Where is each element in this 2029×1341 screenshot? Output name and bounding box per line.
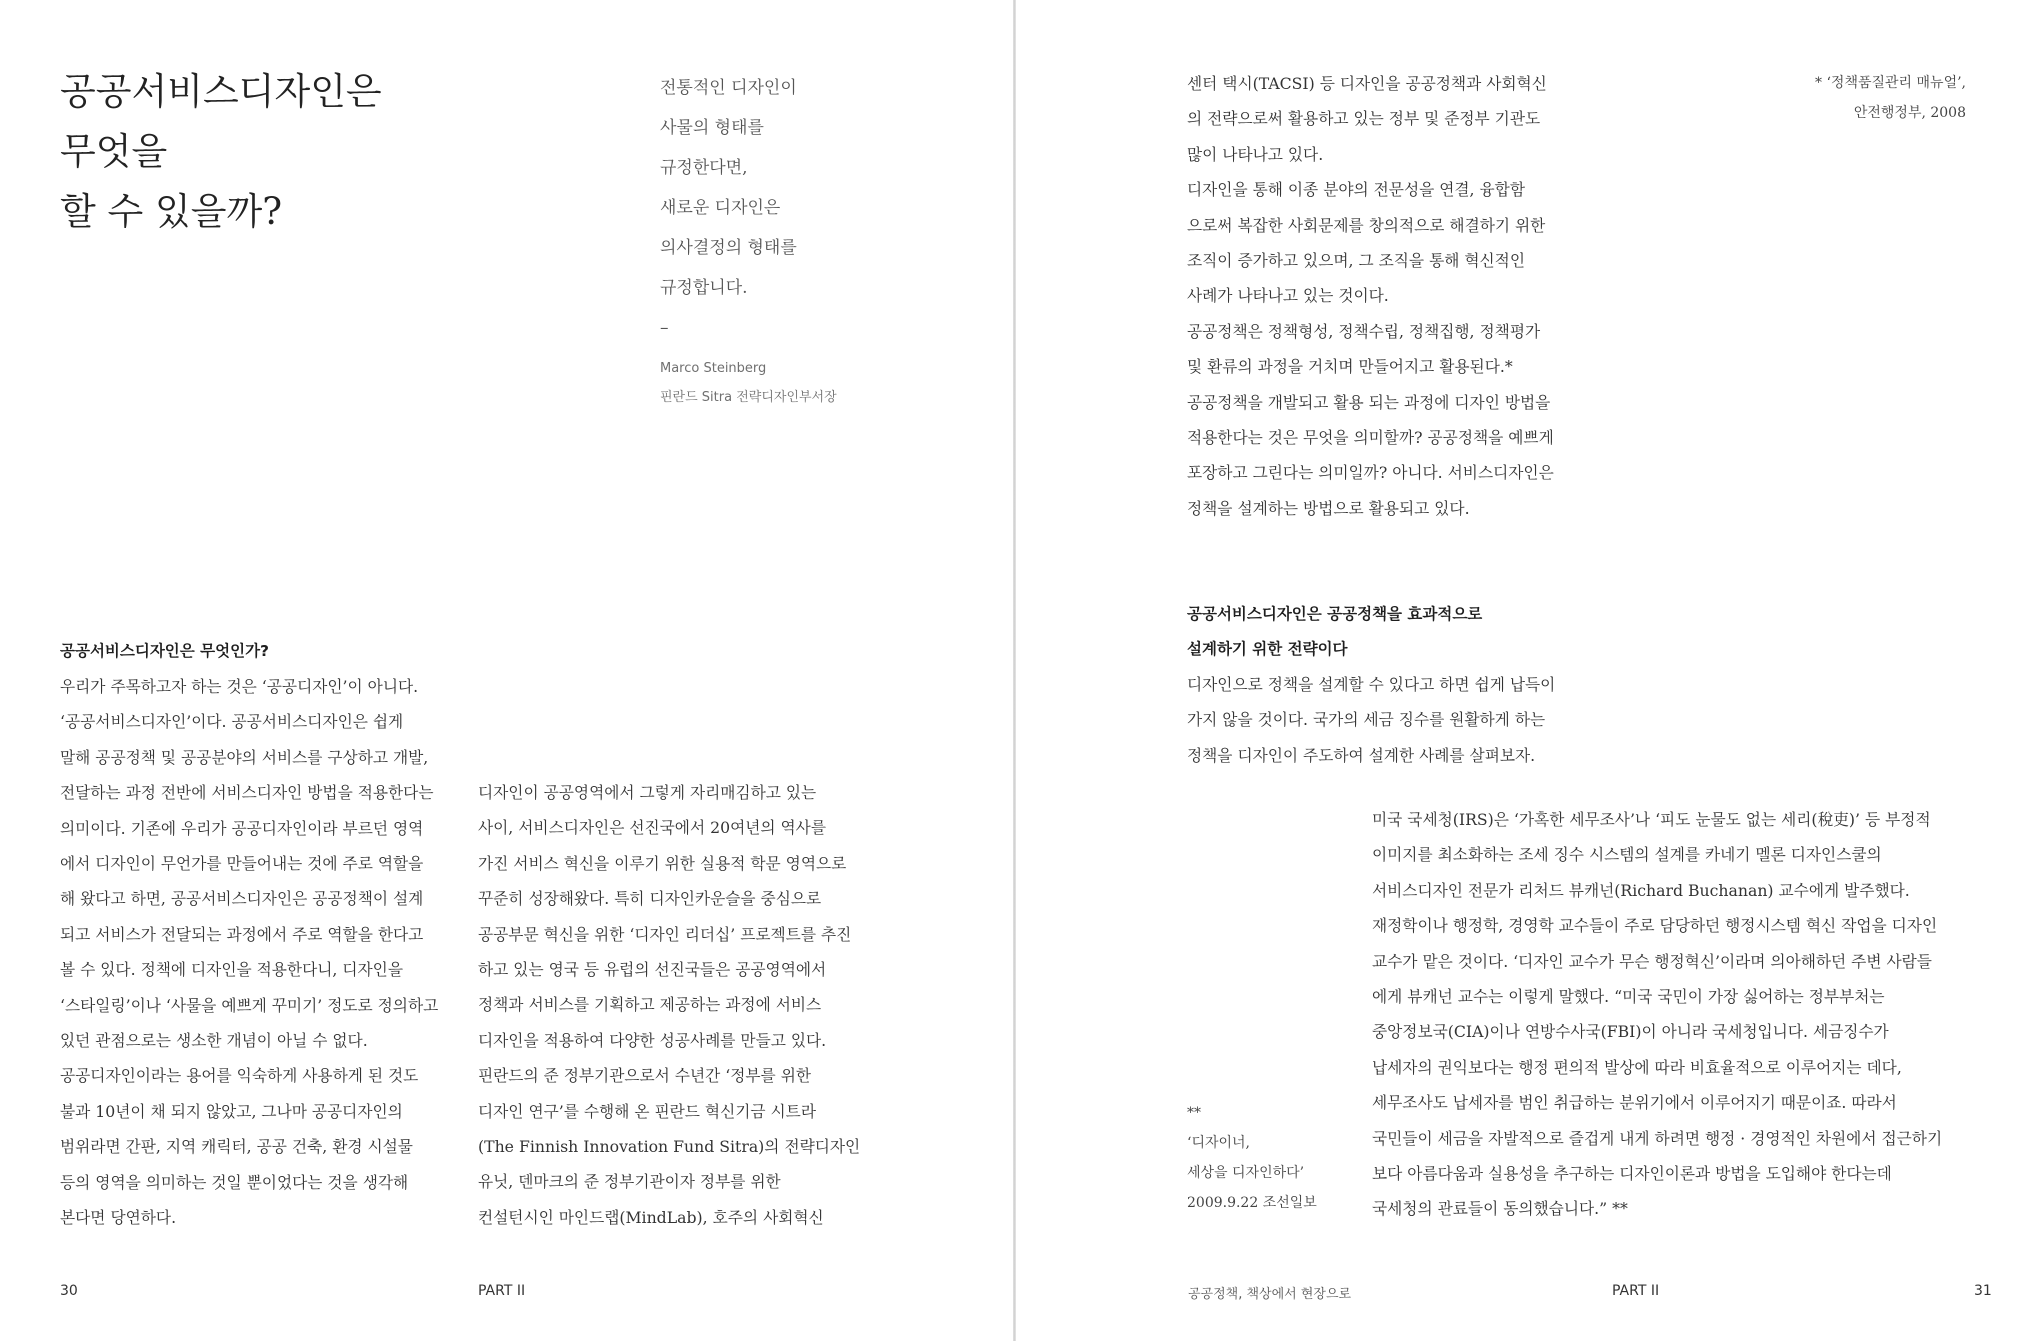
running-header-part: PART II [1612,1283,1660,1299]
page-number: 31 [1974,1283,1992,1299]
body-line: 포장하고 그린다는 의미일까? 아니다. 서비스디자인은 [1187,463,1554,483]
body-line: 사례가 나타나고 있는 것이다. [1187,286,1389,306]
right-page [1016,0,2029,1341]
body-line: 이미지를 최소화하는 조세 징수 시스템의 설계를 카네기 멜론 디자인스쿨의 [1372,845,1882,865]
body-line: ‘스타일링’이나 ‘사물을 예쁘게 꾸미기’ 정도로 정의하고 [60,995,439,1015]
chapter-title [60,62,382,242]
title-line: 무엇을 [60,130,168,173]
body-line: 우리가 주목하고자 하는 것은 ‘공공디자인’이 아니다. [60,677,419,696]
body-line: 공공부문 혁신을 위한 ‘디자인 리더십’ 프로젝트를 추진 [478,924,852,944]
body-line: 국세청의 관료들이 동의했습니다.” ** [1372,1199,1628,1219]
body-line: 본다면 당연하다. [60,1208,177,1228]
body-line: 센터 택시(TACSI) 등 디자인을 공공정책과 사회혁신 [1187,74,1547,93]
body-line: 디자인으로 정책을 설계할 수 있다고 하면 쉽게 납득이 [1187,675,1556,694]
quote-line: 사물의 형태를 [660,118,764,138]
body-line: ‘공공서비스디자인’이다. 공공서비스디자인은 쉽게 [60,712,404,732]
body-line: 공공정책을 개발되고 활용 되는 과정에 디자인 방법을 [1187,392,1551,412]
body-line: 유닛, 덴마크의 준 정부기관이자 정부를 위한 [478,1172,781,1192]
body-line: 에서 디자인이 무언가를 만들어내는 것에 주로 역할을 [60,854,424,874]
title-line: 할 수 있을까? [60,190,283,233]
body-line: 조직이 증가하고 있으며, 그 조직을 통해 혁신적인 [1187,251,1525,271]
body-line: (The Finnish Innovation Fund Sitra)의 전략디자인 [478,1137,861,1157]
body-line: 에게 뷰캐넌 교수는 이렇게 말했다. “미국 국민이 가장 싫어하는 정부부처는 [1372,987,1885,1007]
section-intro [1187,667,1555,773]
section-heading [1187,597,1482,667]
body-line: 해 왔다고 하면, 공공서비스디자인은 공공정책이 설계 [60,889,424,909]
body-line: 말해 공공정책 및 공공분야의 서비스를 구상하고 개발, [60,747,429,767]
heading-line: 설계하기 위한 전략이다 [1187,640,1348,658]
body-column-top [1187,66,1554,526]
body-line: 디자인을 통해 이종 분야의 전문성을 연결, 융합함 [1187,180,1525,200]
quote-line: 규정합니다. [660,278,748,298]
footnote-1 [1636,68,1966,128]
body-line: 의미이다. 기존에 우리가 공공디자인이라 부르던 영역 [60,818,424,838]
body-line: 범위라면 간판, 지역 캐릭터, 공공 건축, 환경 시설물 [60,1137,413,1157]
body-line: 꾸준히 성장해왔다. 특히 디자인카운슬을 중심으로 [478,889,822,909]
quote-line: 의사결정의 형태를 [660,238,797,258]
body-line: 디자인이 공공영역에서 그렇게 자리매김하고 있는 [478,783,817,802]
quote-line: 규정한다면, [660,158,748,178]
body-line: 정책을 디자인이 주도하여 설계한 사례를 살펴보자. [1187,745,1536,765]
footnote-line: 세상을 디자인하다’ [1187,1165,1305,1181]
left-page [0,0,1014,1341]
body-line: 디자인을 적용하여 다양한 성공사례를 만들고 있다. [478,1030,827,1050]
body-line: 핀란드의 준 정부기관으로서 수년간 ‘정부를 위한 [478,1066,812,1086]
body-line: 재정학이나 행정학, 경영학 교수들이 주로 담당하던 행정시스템 혁신 작업을 디자인 [1372,916,1938,936]
heading-line: 공공서비스디자인은 공공정책을 효과적으로 [1187,605,1483,623]
body-line: 하고 있는 영국 등 유럽의 선진국들은 공공영역에서 [478,960,827,980]
body-line: 많이 나타나고 있다. [1187,144,1324,164]
running-footer-title: 공공정책, 책상에서 현장으로 [1188,1287,1352,1302]
body-line: 등의 영역을 의미하는 것일 뿐이었다는 것을 생각해 [60,1172,409,1192]
body-line: 으로써 복잡한 사회문제를 창의적으로 해결하기 위한 [1187,215,1546,235]
body-line: 의 전략으로써 활용하고 있는 정부 및 준정부 기관도 [1187,109,1541,129]
body-line: 가진 서비스 혁신을 이루기 위한 실용적 학문 영역으로 [478,853,847,873]
footnote-line: * ‘정책품질관리 매뉴얼’, [1815,75,1966,91]
footnote-line: 안전행정부, 2008 [1853,105,1966,121]
body-line: 디자인 연구’를 수행해 온 핀란드 혁신기금 시트라 [478,1101,816,1121]
body-line: 가지 않을 것이다. 국가의 세금 징수를 원활하게 하는 [1187,710,1546,730]
footnote-line: ‘디자이너, [1187,1135,1250,1151]
title-line: 공공서비스디자인은 [60,70,382,113]
body-line: 컨설턴시인 마인드랩(MindLab), 호주의 사회혁신 [478,1207,824,1227]
section-heading: 공공서비스디자인은 무엇인가? [60,642,270,660]
body-line: 공공디자인이라는 용어를 익숙하게 사용하게 된 것도 [60,1066,419,1086]
body-column-1 [60,669,438,1236]
quote-line: 전통적인 디자인이 [660,78,797,98]
body-column-2 [478,775,860,1235]
body-line: 교수가 맡은 것이다. ‘디자인 교수가 무슨 행정혁신’이라며 의아해하던 주변 사람들 [1372,951,1932,971]
body-line: 사이, 서비스디자인은 선진국에서 20여년의 역사를 [478,818,826,838]
body-line: 되고 서비스가 전달되는 과정에서 주로 역할을 한다고 [60,924,424,944]
quote-author-title: 핀란드 Sitra 전략디자인부서장 [660,390,837,405]
body-line: 있던 관점으로는 생소한 개념이 아닐 수 없다. [60,1031,368,1051]
body-line: 공공정책은 정책형성, 정책수립, 정책집행, 정책평가 [1187,321,1541,341]
quote-dash: – [660,318,669,338]
body-line: 납세자의 권익보다는 행정 편의적 발상에 따라 비효율적으로 이루어지는 데다, [1372,1057,1902,1077]
body-line: 및 환류의 과정을 거치며 만들어지고 활용된다.* [1187,357,1513,377]
body-line: 정책과 서비스를 기획하고 제공하는 과정에 서비스 [478,995,822,1015]
quote-line: 새로운 디자인은 [660,198,781,218]
body-line: 미국 국세청(IRS)은 ‘가혹한 세무조사’나 ‘피도 눈물도 없는 세리(稅吏)’ 등 부정적 [1372,810,1931,829]
body-line: 전달하는 과정 전반에 서비스디자인 방법을 적용한다는 [60,783,434,803]
body-line: 중앙정보국(CIA)이나 연방수사국(FBI)이 아니라 국세청입니다. 세금징수가 [1372,1022,1889,1042]
body-line: 서비스디자인 전문가 리처드 뷰캐넌(Richard Buchanan) 교수에게 발주했다. [1372,880,1910,900]
footnote-marker: ** [1187,1105,1201,1121]
body-line: 세무조사도 납세자를 범인 취급하는 분위기에서 이루어지기 때문이죠. 따라서 [1372,1093,1897,1113]
body-line: 불과 10년이 채 되지 않았고, 그나마 공공디자인의 [60,1101,403,1121]
body-line: 정책을 설계하는 방법으로 활용되고 있다. [1187,498,1470,518]
page-number: 30 [60,1283,78,1299]
body-line: 보다 아름다움과 실용성을 추구하는 디자인이론과 방법을 도입해야 한다는데 [1372,1164,1892,1184]
footnote-2 [1187,1098,1317,1218]
quote-author: Marco Steinberg [660,361,767,376]
quote-attribution [660,354,837,412]
body-line: 국민들이 세금을 자발적으로 즐겁게 내게 하려면 행정 · 경영적인 차원에서 접근하기 [1372,1128,1943,1148]
case-study-text [1372,802,1942,1227]
running-header-part: PART II [478,1283,526,1299]
epigraph-quote [660,68,797,348]
body-line: 적용한다는 것은 무엇을 의미할까? 공공정책을 예쁘게 [1187,428,1554,448]
footnote-line: 2009.9.22 조선일보 [1187,1195,1317,1211]
body-line: 볼 수 있다. 정책에 디자인을 적용한다니, 디자인을 [60,960,403,980]
